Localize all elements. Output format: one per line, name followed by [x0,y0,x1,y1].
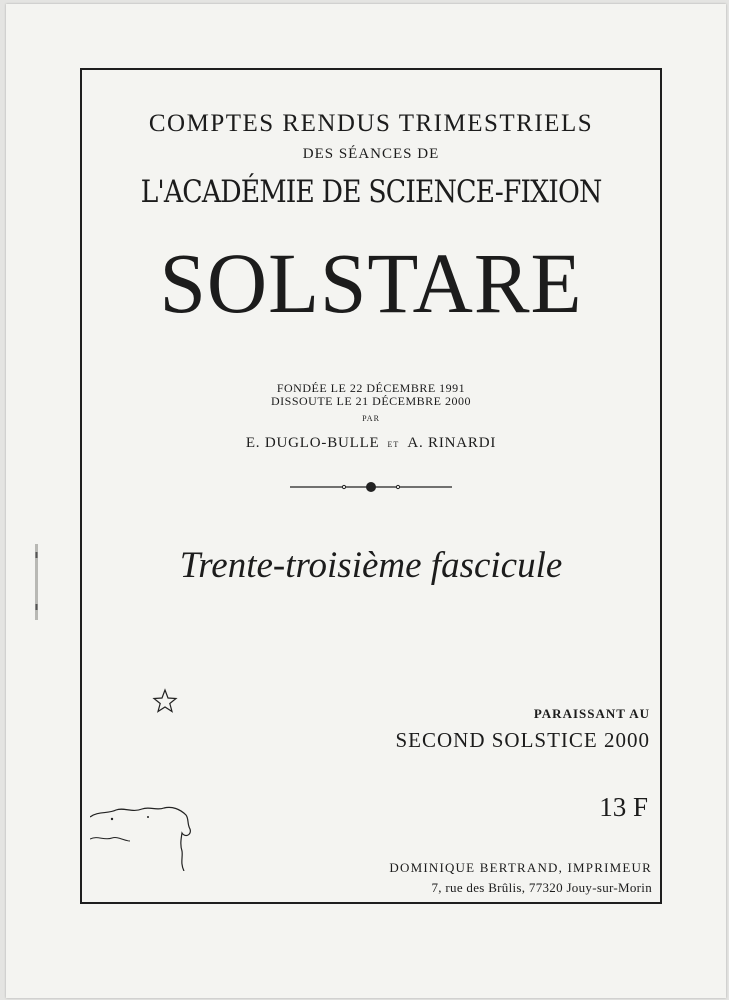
founded-date: FONDÉE LE 22 DÉCEMBRE 1991 [276,381,466,395]
header-line-1: COMPTES RENDUS TRIMESTRIELS [148,110,594,137]
dissolved-date: DISSOUTE LE 21 DÉCEMBRE 2000 [271,394,471,408]
parait-label: PARAISSANT AU [533,706,650,721]
printer-name: DOMINIQUE BERTRAND, IMPRIMEUR [389,860,652,875]
cover-frame [80,68,662,904]
printer-address: 7, rue des Brûlis, 77320 Jouy-sur-Morin [431,880,652,895]
star-outline-icon [152,688,178,714]
dot-ornament-icon [288,480,454,499]
solstice-line: SECOND SOLSTICE 2000 [395,728,650,752]
authors-line [82,435,660,452]
fascicule-title: Trente-troisième fascicule [179,545,563,586]
header-academy: L'ACADÉMIE DE SCIENCE-FIXION [140,174,602,210]
staple-mark [34,544,39,620]
par-label: PAR [362,414,380,423]
et-label: ET [387,440,400,449]
author-1: E. DUGLO-BULLE [245,435,380,451]
header-line-2: DES SÉANCES DE [302,146,440,162]
main-title: SOLSTARE [159,235,583,331]
price-label: 13 F [599,792,648,822]
document-page [6,4,726,998]
author-2: A. RINARDI [407,435,497,451]
map-outline-icon [90,805,194,871]
dates-block [82,382,660,408]
